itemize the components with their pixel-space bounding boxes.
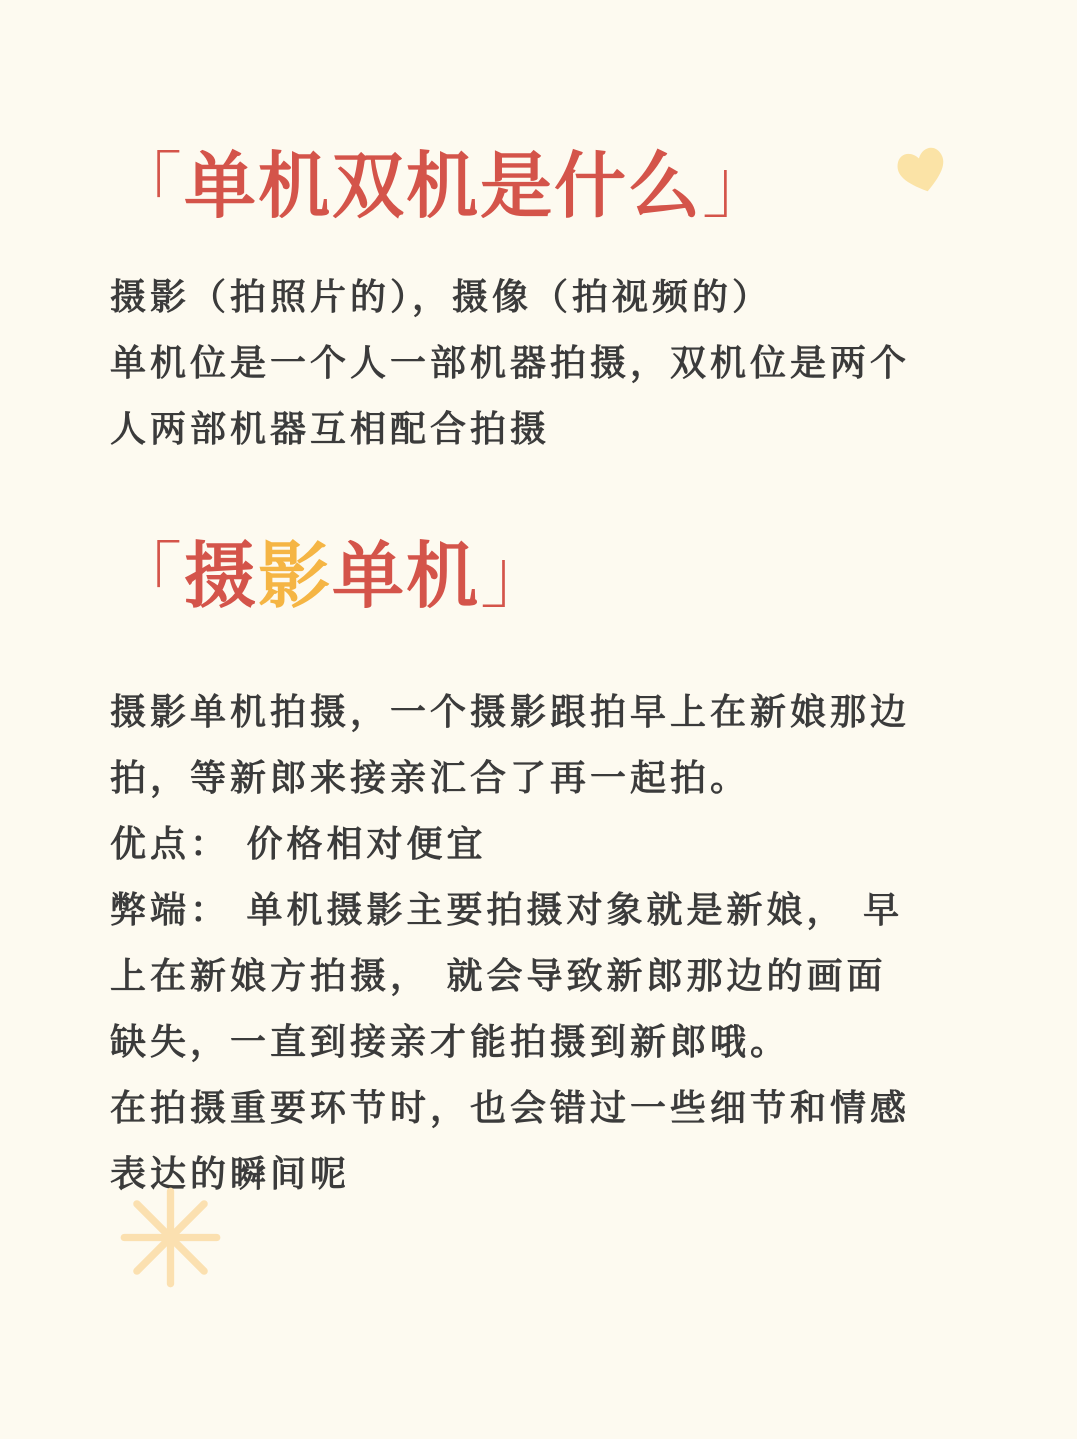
body-line: 拍，等新郎来接亲汇合了再一起拍。 (110, 758, 751, 799)
heading-close-bracket: 」 (480, 534, 555, 618)
section-2-heading (110, 534, 555, 618)
section-2-body (110, 680, 990, 1208)
body-line: 人两部机器互相配合拍摄 (110, 409, 551, 450)
heading-close-bracket: 」 (702, 144, 777, 228)
body-line: 缺失，一直到接亲才能拍摄到新郎哦。 (110, 1022, 791, 1063)
cons-line: 弊端： 单机摄影主要拍摄对象就是新娘， 早 (110, 890, 904, 931)
section-1-heading (110, 144, 777, 228)
pros-line: 优点： 价格相对便宜 (110, 824, 487, 865)
heart-icon (892, 140, 952, 200)
body-line: 在拍摄重要环节时，也会错过一些细节和情感 (110, 1088, 911, 1129)
body-line: 上在新娘方拍摄， 就会导致新郎那边的画面 (110, 956, 887, 997)
heading-open-bracket: 「 (110, 144, 185, 228)
heading-text: 单机双机是什么 (184, 144, 703, 228)
section-1-body (110, 265, 990, 463)
body-line: 表达的瞬间呢 (110, 1154, 351, 1195)
body-line: 摄影（拍照片的），摄像（拍视频的） (110, 277, 773, 318)
heading-accent-text: 影 (258, 534, 333, 618)
heading-open-bracket: 「 (110, 534, 185, 618)
sparkle-icon (118, 1185, 223, 1290)
body-line: 单机位是一个人一部机器拍摄，双机位是两个 (110, 343, 911, 384)
heading-text-part: 摄 (184, 534, 259, 618)
body-line: 摄影单机拍摄，一个摄影跟拍早上在新娘那边 (110, 692, 911, 733)
heading-text-part: 单机 (332, 534, 481, 618)
